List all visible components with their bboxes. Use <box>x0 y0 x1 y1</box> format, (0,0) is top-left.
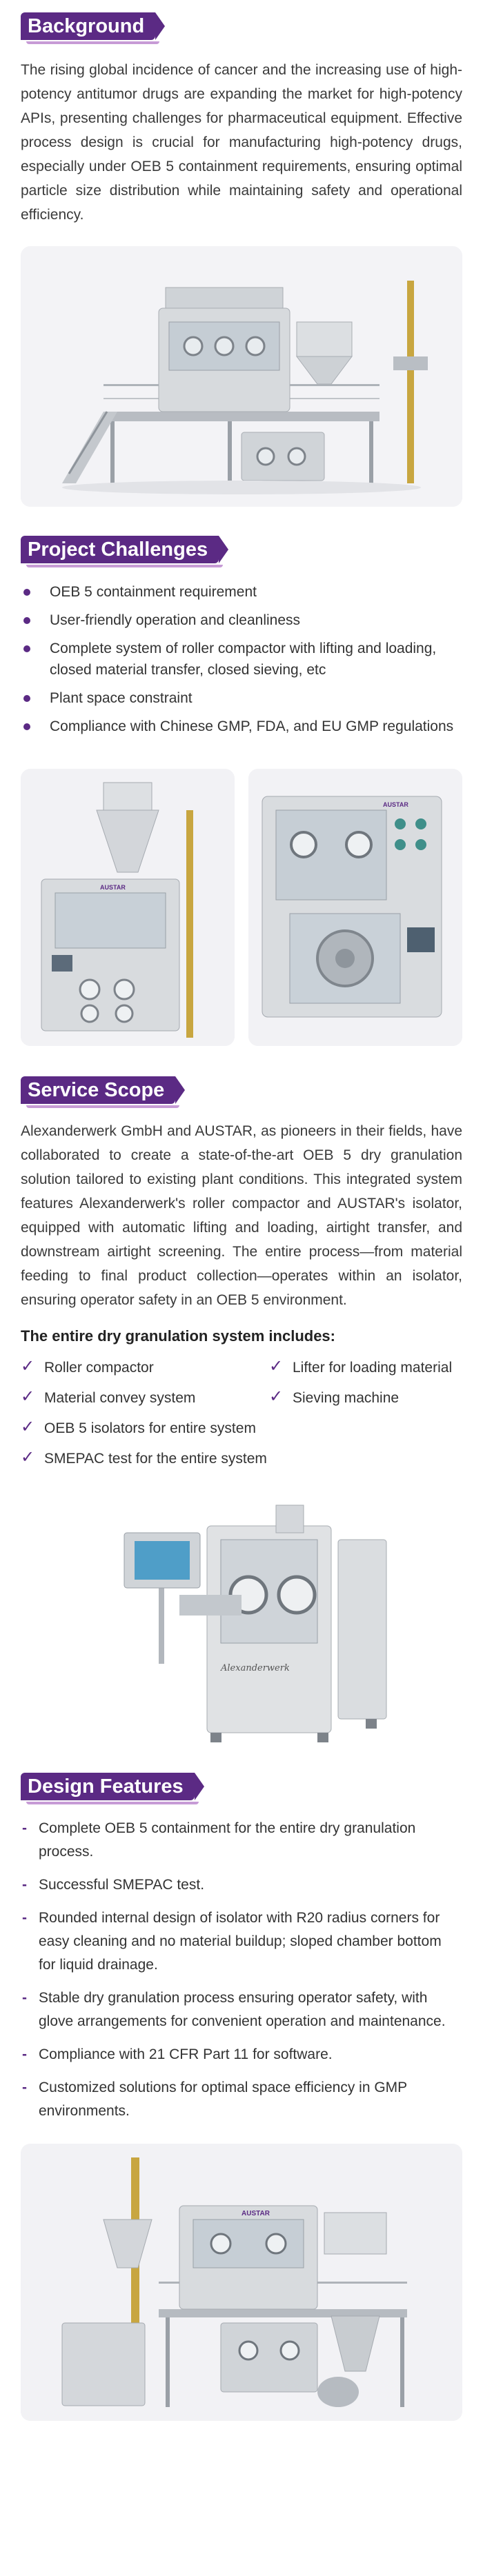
check-icon: ✓ <box>21 1418 35 1436</box>
check-icon: ✓ <box>269 1387 284 1406</box>
challenges-title: Project Challenges <box>21 536 219 563</box>
dash-icon: - <box>22 1990 27 2006</box>
background-section <box>21 0 462 507</box>
dash-icon: - <box>22 2080 27 2095</box>
challenges-section <box>21 536 462 1046</box>
bullet-dot-icon <box>23 617 30 624</box>
dash-icon: - <box>22 1877 27 1893</box>
svg-text:AUSTAR: AUSTAR <box>383 801 408 808</box>
bullet-dot-icon <box>23 695 30 702</box>
design-title: Design Features <box>21 1773 195 1800</box>
list-item: User-friendly operation and cleanliness <box>21 610 462 631</box>
svg-text:AUSTAR: AUSTAR <box>100 884 126 891</box>
list-item: ✓ OEB 5 isolators for entire system <box>21 1418 256 1436</box>
bullet-dot-icon <box>23 723 30 730</box>
dash-icon: - <box>22 1910 27 1926</box>
list-item: Complete system of roller compactor with lifting and loading, closed material transfer, closed sieving, etc <box>21 638 462 681</box>
dash-icon: - <box>22 1820 27 1836</box>
dash-icon: - <box>22 2046 27 2062</box>
list-item: OEB 5 containment requirement <box>21 581 462 603</box>
list-item: Compliance with Chinese GMP, FDA, and EU GMP regulations <box>21 716 462 737</box>
isolator-tower-image <box>21 769 235 1046</box>
list-item: - Stable dry granulation process ensuring operator safety, with glove arrangements for convenient operation and maintenance. <box>21 1986 462 2033</box>
list-item: - Compliance with 21 CFR Part 11 for software. <box>21 2043 462 2066</box>
check-icon: ✓ <box>269 1357 284 1376</box>
scope-section <box>21 1076 462 1752</box>
check-icon: ✓ <box>21 1448 35 1467</box>
check-icon: ✓ <box>21 1387 35 1406</box>
bullet-dot-icon <box>23 589 30 596</box>
list-item: ✓ Lifter for loading material <box>269 1357 453 1376</box>
scope-title: Service Scope <box>21 1076 175 1104</box>
list-item: ✓ SMEPAC test for the entire system <box>21 1448 267 1467</box>
list-item: Plant space constraint <box>21 687 462 709</box>
list-item: ✓ Material convey system <box>21 1387 196 1406</box>
list-item: - Successful SMEPAC test. <box>21 1873 462 1897</box>
list-item: - Complete OEB 5 containment for the entire dry granulation process. <box>21 1817 462 1864</box>
bullet-dot-icon <box>23 645 30 652</box>
challenge-images <box>21 769 462 1046</box>
svg-text:AUSTAR: AUSTAR <box>241 2210 270 2217</box>
includes-list <box>21 1359 462 1468</box>
svg-text:Alexanderwerk: Alexanderwerk <box>221 1663 290 1673</box>
isolator-closeup-image <box>248 769 462 1046</box>
list-item: ✓ Roller compactor <box>21 1357 154 1376</box>
check-icon: ✓ <box>21 1357 35 1376</box>
scope-subheading: The entire dry granulation system includes: <box>21 1327 335 1345</box>
list-item: - Customized solutions for optimal space efficiency in GMP environments. <box>21 2076 462 2123</box>
list-item: - Rounded internal design of isolator with R20 radius corners for easy cleaning and no material buildup; sloped chamber bottom for liquid drainage. <box>21 1906 462 1977</box>
challenges-list <box>21 581 462 737</box>
complete-system-image <box>21 2144 462 2421</box>
background-text: The rising global incidence of cancer and the increasing use of high-potency antitumor drugs are expanding the market for high-potency APIs, presenting challenges for pharmaceutical equipment. Effective process design is crucial for manufacturing high-potency drugs, especially under OEB 5 containment requirements, ensuring optimal particle size distribution while maintaining safety and operational efficiency. <box>21 62 462 223</box>
isolator-platform-image <box>21 246 462 507</box>
list-item: ✓ Sieving machine <box>269 1387 400 1406</box>
scope-text: Alexanderwerk GmbH and AUSTAR, as pioneers in their fields, have collaborated to create a state-of-the-art OEB 5 dry granulation solution tailored to existing plant conditions. This integrated system features Alexanderwerk's roller compactor and AUSTAR's isolator, equipped with automatic lifting and loading, airtight transfer, and downstream airtight screening. The entire process—from material feeding to final product collection—operates within an isolator, ensuring operator safety in an OEB 5 environment. <box>21 1123 462 1308</box>
background-title: Background <box>21 12 155 40</box>
design-list <box>21 1817 462 2123</box>
roller-compactor-image <box>21 1491 462 1752</box>
design-section <box>21 1773 462 2421</box>
